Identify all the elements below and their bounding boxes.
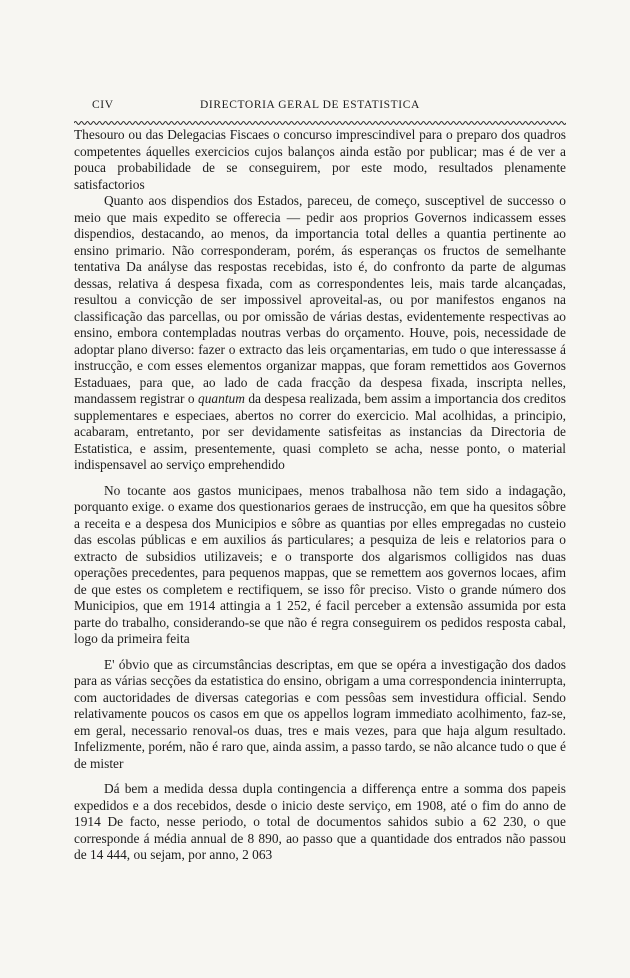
- paragraph-3: No tocante aos gastos municipaes, menos trabalhosa não tem sido a indagação, porquanto exige. o exame dos questionarios geraes de instrucção, em que ha quesitos sôbre a receita e a despesa dos Municipios e sôbre as quantias por elles empregadas no custeio das escolas públicas e em auxilios ás particulares; a pesquiza de leis e relatorios para o extracto de subsidios utilizaveis; e o transporte dos algarismos colligidos nas duas operações precedentes, para pequenos mappas, que se remettem aos governos locaes, afim de que estes os completem e rectifiquem, se isso fôr preciso. Visto o grande número dos Municipios, que em 1914 attingia a 1 252, é facil perceber a extensão assumida por esta parte do trabalho, considerando-se que não é regra conseguirem os pedidos resposta cabal, logo da primeira feita: [74, 482, 566, 646]
- paragraph-2-text-before: Quanto aos dispendios dos Estados, pareceu, de começo, susceptivel de successo o meio que mais expedito se offerecia — pedir aos proprios Governos indicassem esses dispendios, destacando, ao menos, da importancia total delles a quantia pertinente ao ensino primario. Não corresponderam, porém, ás esperanças os fructos de semelhante tentativa Da anályse das respostas recebidas, isto é, do confronto da parte de algumas dessas, relativa á despesa fixada, com as correspondentes leis, mais tarde alcançadas, resultou a convicção de ser impossivel aproveital-as, ou por manifestos enganos na classificação das parcellas, ou por omissão de várias destas, evidentemente respectivas ao ensino, embora contempladas noutras verbas do orçamento. Houve, pois, necessidade de adoptar plano diverso: fazer o extracto das leis orçamentarias, em tudo o que interessasse á instrucção, e com esses elementos organizar mappas, que foram remettidos aos Governos Estaduaes, para que, ao lado de cada fracção da despesa fixada, inscripta nelles, mandassem registrar o: [74, 193, 566, 406]
- running-title: DIRECTORIA GERAL DE ESTATISTICA: [200, 99, 420, 111]
- paragraph-1: Thesouro ou das Delegacias Fiscaes o concurso imprescindivel para o preparo dos quadros competentes áquelles exercicios cujos balanços ainda estão por publicar; mas é de ver a pouca probabilidade de se conseguirem, por este modo, resultados plenamente satisfactorios: [74, 127, 566, 192]
- paragraph-4: E' óbvio que as circumstâncias descriptas, em que se opéra a investigação dos dados para as várias secções da estatistica do ensino, obrigam a uma correspondencia ininterrupta, com auctoridades de diversas categorias e com pessôas sem investidura official. Sendo relativamente poucos os casos em que os appellos logram immediato acolhimento, faz-se, em geral, necessario renoval-os duas, tres e mais vezes, para que haja algum resultado. Infelizmente, porém, não é raro que, ainda assim, a passo tardo, se não alcance tudo o que é de mister: [74, 656, 566, 771]
- body-text: [74, 127, 566, 864]
- paragraph-2-emphasis: quantum: [198, 391, 245, 406]
- page-header: [92, 99, 560, 117]
- paragraph-5: Dá bem a medida dessa dupla contingencia a differença entre a somma dos papeis expedidos e a dos recebidos, desde o inicio deste serviço, em 1908, até o fim do anno de 1914 De facto, nesse periodo, o total de documentos sahidos subio a 62 230, o que corresponde á média annual de 8 890, ao passo que a quantidade dos entrados não passou de 14 444, ou sejam, por anno, 2 063: [74, 781, 566, 862]
- paragraph-2-text-after: da despesa realizada, bem assim a importancia dos creditos supplementares e especiaes, abertos no correr do exercicio. Mal acolhidas, a principio, acabaram, entretanto, por ser devidamente satisfeitas as instancias da Directoria de Estatistica, e assim, presentemente, quasi completo se acha, nesse ponto, o material indispensavel ao serviço emprehendido: [74, 391, 567, 472]
- paragraph-2: [74, 193, 566, 474]
- page-number: CIV: [92, 99, 114, 111]
